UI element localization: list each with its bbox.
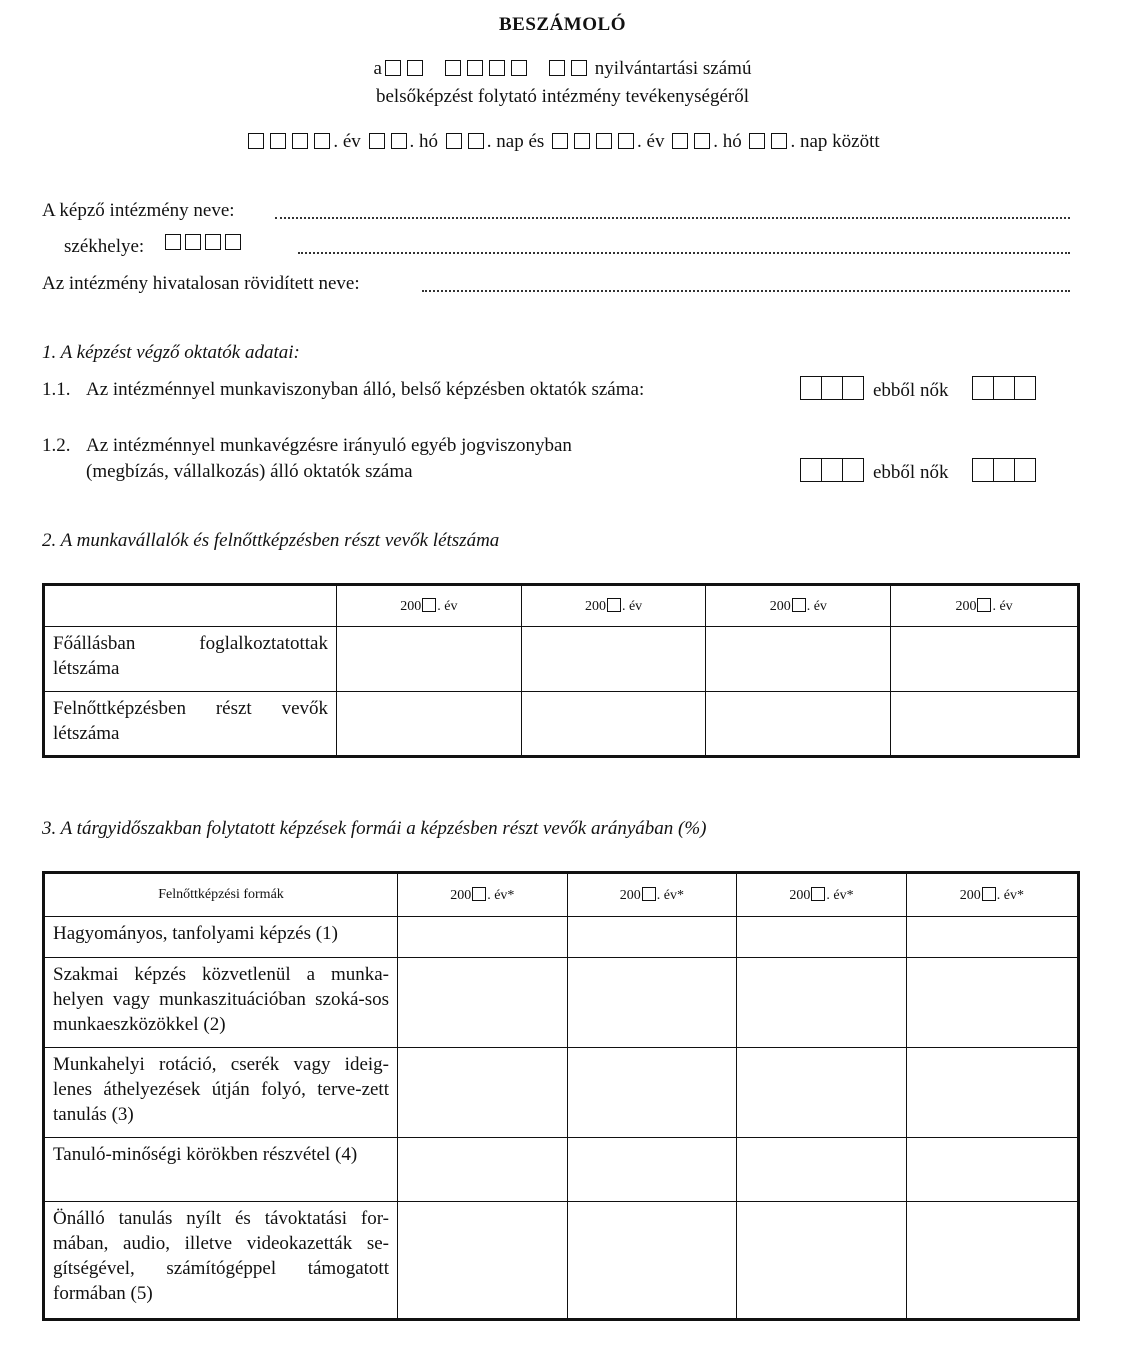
month-label: . hó	[713, 131, 742, 152]
item2-number: 1.2.	[42, 435, 71, 456]
date-digit-box[interactable]	[771, 133, 787, 149]
postcode-digit-box[interactable]	[165, 234, 181, 250]
seat-label: székhelye:	[64, 236, 145, 257]
item1-number: 1.1.	[42, 379, 71, 400]
data-cell[interactable]	[398, 917, 568, 958]
institution-name-label: A képző intézmény neve:	[42, 200, 235, 221]
empty-header-cell	[44, 585, 337, 627]
item1-women-label: ebből nők	[873, 380, 949, 401]
section2-heading: 2. A munkavállalók és felnőttképzésben részt vevők létszáma	[42, 530, 500, 551]
year-header: 200 . év*	[398, 873, 568, 917]
table-row	[44, 958, 1079, 1048]
data-cell[interactable]	[567, 1048, 737, 1138]
data-cell[interactable]	[521, 627, 706, 692]
short-name-field[interactable]	[422, 290, 1070, 292]
date-digit-box[interactable]	[446, 133, 462, 149]
data-cell[interactable]	[398, 1202, 568, 1320]
table-row	[44, 917, 1079, 958]
table-row	[44, 627, 1079, 692]
date-range-line	[0, 131, 1125, 153]
date-digit-box[interactable]	[618, 133, 634, 149]
reg-digit-box[interactable]	[549, 60, 565, 76]
reg-digit-box[interactable]	[445, 60, 461, 76]
year-label: . év	[637, 131, 665, 152]
short-name-label: Az intézmény hivatalosan rövidített neve:	[42, 273, 360, 294]
date-digit-box[interactable]	[672, 133, 688, 149]
data-cell[interactable]	[567, 917, 737, 958]
postcode-digit-box[interactable]	[225, 234, 241, 250]
table-header-row	[44, 873, 1079, 917]
year-header: 200 . év	[521, 585, 706, 627]
headcount-table	[42, 583, 1080, 758]
table-header-row	[44, 585, 1079, 627]
data-cell[interactable]	[521, 692, 706, 757]
data-cell[interactable]	[337, 692, 522, 757]
item1-women-boxes[interactable]	[972, 376, 1036, 400]
data-cell[interactable]	[906, 958, 1078, 1048]
item2-count-boxes[interactable]	[800, 458, 864, 482]
row-label: Hagyományos, tanfolyami képzés (1)	[44, 917, 398, 958]
row-label: Tanuló-minőségi körökben részvétel (4)	[44, 1138, 398, 1202]
institution-name-field[interactable]	[275, 217, 1070, 219]
date-digit-box[interactable]	[270, 133, 286, 149]
data-cell[interactable]	[737, 1048, 907, 1138]
row-label: Felnőttképzésben részt vevők létszáma	[44, 692, 337, 757]
date-digit-box[interactable]	[694, 133, 710, 149]
data-cell[interactable]	[737, 958, 907, 1048]
date-digit-box[interactable]	[596, 133, 612, 149]
row-label: Főállásban foglalkoztatottak létszáma	[44, 627, 337, 692]
year-header: 200 . év	[891, 585, 1079, 627]
row-label: Munkahelyi rotáció, cserék vagy ideig-lenes áthelyezések útján folyó, terve-zett tanulás (3)	[44, 1048, 398, 1138]
data-cell[interactable]	[737, 917, 907, 958]
row-label: Szakmai képzés közvetlenül a munka-helyen vagy munkaszituációban szoká-sos munkaeszközökkel (2)	[44, 958, 398, 1048]
postcode-digit-box[interactable]	[205, 234, 221, 250]
data-cell[interactable]	[906, 1202, 1078, 1320]
data-cell[interactable]	[906, 1138, 1078, 1202]
data-cell[interactable]	[906, 1048, 1078, 1138]
data-cell[interactable]	[737, 1138, 907, 1202]
table-row	[44, 1202, 1079, 1320]
item2-text-line2: (megbízás, vállalkozás) álló oktatók száma	[86, 461, 413, 482]
data-cell[interactable]	[567, 1202, 737, 1320]
data-cell[interactable]	[737, 1202, 907, 1320]
date-digit-box[interactable]	[468, 133, 484, 149]
forms-column-header: Felnőttképzési formák	[44, 873, 398, 917]
registration-prefix: a	[373, 58, 382, 79]
year-header: 200 . év*	[567, 873, 737, 917]
day-between-label: . nap között	[790, 131, 880, 152]
row-label: Önálló tanulás nyílt és távoktatási for-mában, audio, illetve videokazetták se-gítségével, számítógéppel támogatott formában (5)	[44, 1202, 398, 1320]
table-row	[44, 1138, 1079, 1202]
table-row	[44, 1048, 1079, 1138]
data-cell[interactable]	[891, 627, 1079, 692]
data-cell[interactable]	[398, 958, 568, 1048]
date-digit-box[interactable]	[574, 133, 590, 149]
table-row	[44, 692, 1079, 757]
reg-digit-box[interactable]	[407, 60, 423, 76]
registration-line	[0, 58, 1125, 80]
training-forms-table	[42, 871, 1080, 1321]
date-digit-box[interactable]	[369, 133, 385, 149]
year-header: 200 . év*	[737, 873, 907, 917]
seat-postcode-boxes	[165, 234, 245, 253]
item1-text: Az intézménnyel munkaviszonyban álló, belső képzésben oktatók száma:	[86, 379, 645, 400]
subtitle: belsőképzést folytató intézmény tevékenységéről	[375, 86, 749, 107]
reg-digit-box[interactable]	[467, 60, 483, 76]
date-digit-box[interactable]	[552, 133, 568, 149]
section1-heading: 1. A képzést végző oktatók adatai:	[42, 342, 300, 363]
section3-heading: 3. A tárgyidőszakban folytatott képzések formái a képzésben részt vevők arányában (%)	[42, 818, 707, 839]
reg-digit-box[interactable]	[489, 60, 505, 76]
date-digit-box[interactable]	[391, 133, 407, 149]
year-header: 200 . év	[337, 585, 522, 627]
data-cell[interactable]	[891, 692, 1079, 757]
reg-digit-box[interactable]	[511, 60, 527, 76]
data-cell[interactable]	[337, 627, 522, 692]
date-digit-box[interactable]	[314, 133, 330, 149]
item2-text-line1: Az intézménnyel munkavégzésre irányuló egyéb jogviszonyban	[86, 435, 572, 456]
date-digit-box[interactable]	[749, 133, 765, 149]
data-cell[interactable]	[398, 1048, 568, 1138]
item2-women-label: ebből nők	[873, 462, 949, 483]
date-digit-box[interactable]	[248, 133, 264, 149]
seat-field[interactable]	[298, 252, 1070, 254]
item2-women-boxes[interactable]	[972, 458, 1036, 482]
registration-suffix: nyilvántartási számú	[594, 58, 752, 79]
data-cell[interactable]	[706, 627, 891, 692]
date-digit-box[interactable]	[292, 133, 308, 149]
data-cell[interactable]	[567, 1138, 737, 1202]
year-header: 200 . év*	[906, 873, 1078, 917]
year-header: 200 . év	[706, 585, 891, 627]
year-label: . év	[333, 131, 361, 152]
day-and-label: . nap és	[486, 131, 545, 152]
data-cell[interactable]	[567, 958, 737, 1048]
reg-digit-box[interactable]	[571, 60, 587, 76]
postcode-digit-box[interactable]	[185, 234, 201, 250]
month-label: . hó	[409, 131, 439, 152]
data-cell[interactable]	[706, 692, 891, 757]
reg-digit-box[interactable]	[385, 60, 401, 76]
data-cell[interactable]	[398, 1138, 568, 1202]
item1-count-boxes[interactable]	[800, 376, 864, 400]
data-cell[interactable]	[906, 917, 1078, 958]
document-title: BESZÁMOLÓ	[499, 14, 626, 35]
